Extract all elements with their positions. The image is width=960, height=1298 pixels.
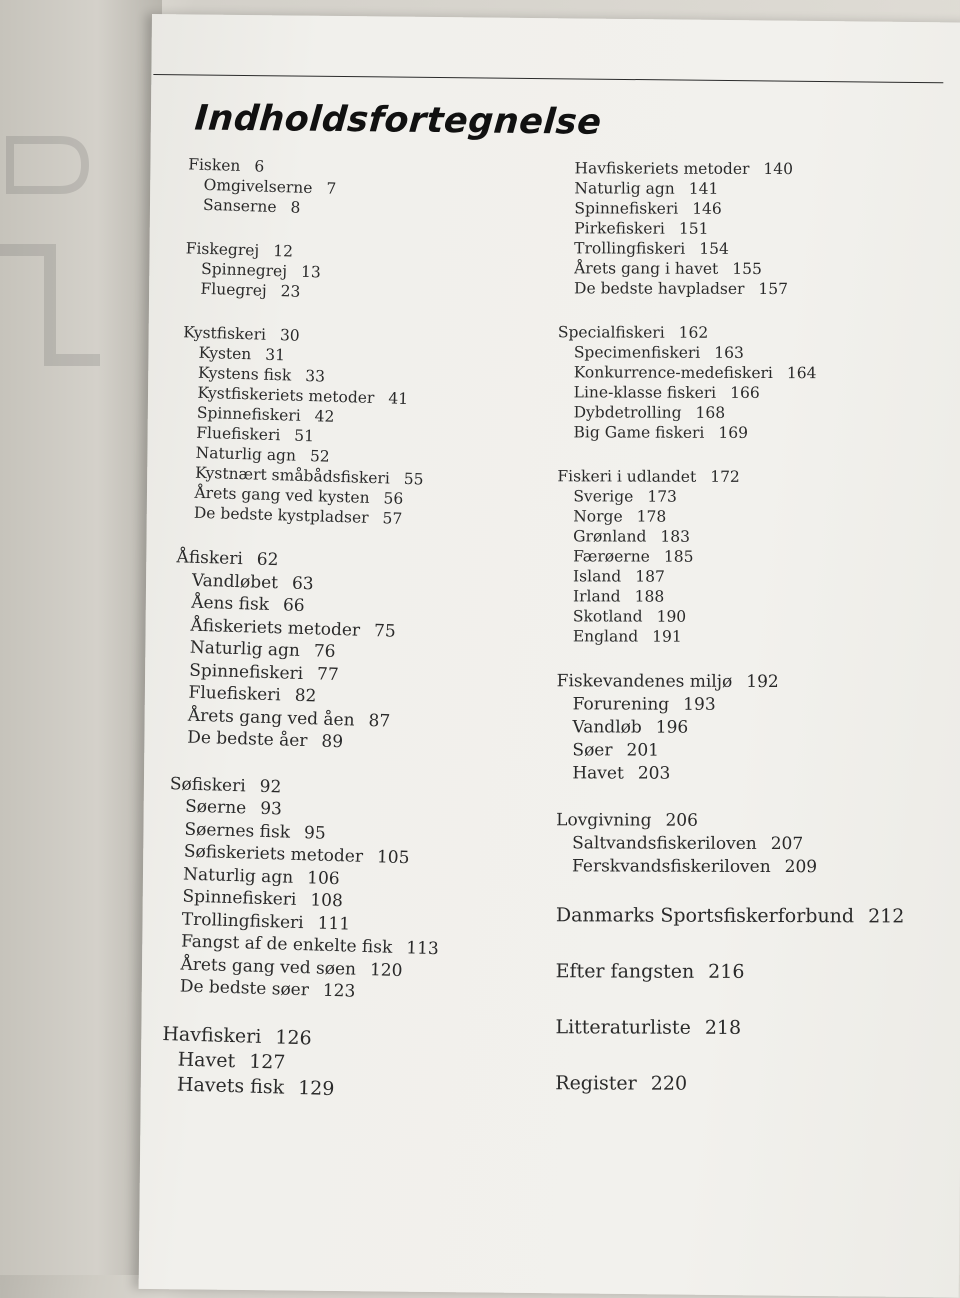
chapter-title: Åfiskeri: [176, 547, 244, 570]
page-number: 166: [730, 383, 760, 402]
entry-label: De bedste søer: [179, 976, 310, 1001]
toc-entry: [572, 762, 905, 786]
page-number: 76: [313, 641, 336, 662]
entry-label: Kysten: [198, 343, 252, 364]
entry-label: Norge: [573, 507, 623, 526]
chapter-title: Efter fangsten: [555, 960, 695, 983]
entry-label: Åfiskeriets metoder: [190, 615, 361, 641]
entry-label: Spinnegrej: [200, 259, 288, 281]
toc-section: [557, 466, 906, 647]
chapter-title: Danmarks Sportsfiskerforbund: [555, 904, 855, 928]
page-number: 209: [784, 857, 818, 878]
page-number: 187: [635, 567, 665, 586]
page-number: 172: [710, 467, 740, 486]
page-number: 120: [369, 959, 403, 981]
chapter-title: Havfiskeri: [162, 1022, 262, 1048]
toc-entry: [573, 486, 906, 507]
entry-label: Fangst af de enkelte fisk: [180, 931, 393, 958]
entry-label: Naturlig agn: [189, 637, 301, 661]
entry-label: Havfiskeriets metoder: [574, 159, 750, 178]
page-number: 190: [656, 607, 687, 626]
entry-label: Havet: [177, 1047, 236, 1072]
toc-chapter: [558, 322, 907, 343]
entry-label: Søer: [572, 740, 613, 761]
page-number: 95: [303, 822, 326, 844]
entry-label: Line-klasse fiskeri: [573, 383, 717, 402]
toc-section: [178, 322, 457, 530]
page-number: 220: [650, 1072, 688, 1095]
page-number: 12: [272, 241, 294, 261]
toc-chapter: [557, 670, 906, 694]
toc-chapter: [557, 466, 906, 487]
page-number: 56: [383, 489, 404, 508]
toc-entry: [574, 178, 907, 199]
chapter-title: Fiskegrej: [185, 239, 260, 260]
entry-label: Fluegrej: [200, 279, 267, 300]
toc-entry: [573, 586, 906, 607]
entry-label: Årets gang i havet: [574, 259, 719, 278]
entry-label: Havet: [572, 763, 624, 784]
page-number: 154: [699, 239, 729, 258]
page-number: 82: [294, 685, 317, 707]
toc-section: [555, 1070, 904, 1097]
page-number: 212: [868, 905, 905, 928]
page-number: 113: [406, 938, 440, 960]
toc-entry: [574, 382, 907, 403]
page-number: 23: [280, 282, 301, 301]
page-title: Indholdsfortegnelse: [193, 98, 604, 143]
facing-page: [0, 0, 162, 1275]
entry-label: Skotland: [572, 607, 643, 626]
chapter-title: Lovgivning: [556, 810, 652, 831]
page-number: 127: [248, 1050, 286, 1074]
page-number: 93: [259, 798, 283, 820]
toc-section: [558, 322, 907, 443]
toc-entry: [573, 606, 906, 627]
toc-entry: [573, 526, 906, 547]
entry-label: Kystnært småbådsfiskeri: [194, 463, 391, 488]
toc-entry: [574, 342, 907, 363]
page-number: 216: [708, 960, 745, 983]
page-number: 218: [704, 1016, 742, 1039]
page-number: 42: [314, 407, 335, 426]
toc-section: [558, 158, 907, 299]
chapter-title: Søfiskeri: [169, 773, 246, 796]
page-number: 41: [388, 389, 409, 409]
entry-label: Naturlig agn: [182, 864, 294, 888]
entry-label: De bedste åer: [186, 727, 308, 752]
toc-entry: [574, 278, 907, 299]
page-number: 126: [275, 1025, 312, 1049]
page-number: 151: [678, 219, 709, 238]
entry-label: Island: [573, 567, 622, 586]
toc-chapter: [556, 902, 905, 929]
entry-label: Trollingfiskeri: [574, 239, 686, 258]
toc-entry: [574, 198, 907, 219]
entry-label: Saltvandsfiskeriloven: [572, 833, 757, 854]
page-number: 55: [403, 469, 424, 489]
entry-label: Omgivelserne: [203, 175, 313, 198]
page-number: 92: [259, 776, 282, 797]
chapter-title: Fiskevandenes miljø: [556, 671, 733, 692]
entry-label: Konkurrence-medefiskeri: [573, 363, 773, 383]
page-number: 140: [763, 159, 794, 179]
header-rule: [153, 74, 943, 83]
entry-label: Færøerne: [573, 547, 650, 566]
entry-label: Åens fisk: [190, 592, 270, 615]
page-number: 129: [297, 1076, 335, 1100]
toc-section: [184, 238, 459, 306]
entry-label: Naturlig agn: [574, 179, 675, 198]
toc-section: [556, 670, 905, 786]
page-number: 157: [758, 279, 789, 299]
toc-section: [171, 546, 451, 757]
entry-label: Sverige: [573, 487, 634, 506]
page-number: 8: [290, 198, 301, 217]
page-number: 191: [652, 627, 682, 646]
entry-label: Vandløb: [572, 717, 642, 738]
toc-entry: [574, 238, 907, 259]
entry-label: Havets fisk: [176, 1072, 285, 1099]
entry-label: Irland: [572, 587, 621, 606]
entry-label: Pirkefiskeri: [574, 219, 665, 238]
entry-label: Big Game fiskeri: [573, 423, 705, 442]
page-number: 7: [326, 179, 337, 198]
page-number: 188: [634, 587, 665, 606]
page-number: 192: [746, 671, 779, 693]
entry-label: Spinnefiskeri: [574, 199, 679, 218]
toc-chapter: [556, 958, 905, 985]
page-number: 108: [310, 890, 344, 912]
page-number: 146: [692, 199, 722, 218]
toc-entry: [574, 362, 907, 383]
entry-label: Søerne: [184, 796, 247, 819]
entry-label: Dybdetrolling: [573, 403, 682, 422]
toc-section: [187, 154, 462, 222]
toc-entry: [573, 693, 906, 717]
entry-label: Søernes fisk: [184, 819, 291, 843]
page-number: 185: [663, 547, 694, 566]
page-number: 51: [294, 426, 315, 446]
page-number: 206: [665, 810, 698, 831]
toc-section: [164, 773, 444, 1006]
chapter-title: Fiskeri i udlandet: [557, 467, 697, 486]
page-number: 63: [291, 573, 314, 594]
toc-left-column: [160, 154, 462, 1128]
toc-entry: [573, 546, 906, 567]
page-number: 111: [317, 913, 351, 935]
entry-label: De bedste havpladser: [574, 279, 745, 298]
page-number: 87: [368, 710, 391, 732]
toc-section: [161, 1022, 437, 1105]
page-number: 89: [321, 731, 344, 753]
chapter-title: Litteraturliste: [555, 1016, 691, 1039]
toc-entry: [574, 218, 907, 239]
page-number: 183: [660, 527, 691, 546]
toc-entry: [572, 855, 905, 879]
toc-entry: [572, 716, 905, 740]
entry-label: Årets gang ved kysten: [194, 483, 370, 507]
toc-chapter: [555, 1070, 904, 1097]
entry-label: Trollingfiskeri: [181, 909, 304, 933]
chapter-title: Register: [555, 1072, 637, 1095]
page-number: 178: [636, 507, 667, 526]
entry-label: Kystfiskeriets metoder: [197, 383, 375, 408]
entry-label: Fluefiskeri: [188, 682, 282, 706]
entry-label: Forurening: [572, 694, 670, 715]
chapter-title: Kystfiskeri: [182, 323, 267, 344]
page-number: 57: [382, 509, 403, 528]
entry-label: De bedste kystpladser: [193, 503, 369, 527]
page-number: 163: [714, 343, 744, 362]
chapter-title: Specialfiskeri: [557, 323, 665, 342]
page-number: 168: [695, 403, 726, 422]
entry-label: Årets gang ved søen: [180, 954, 357, 980]
page-number: 75: [373, 620, 397, 642]
entry-label: England: [572, 627, 639, 646]
page-number: 66: [282, 595, 305, 617]
toc-chapter: [555, 1014, 904, 1041]
page-number: 62: [256, 549, 279, 571]
entry-label: Ferskvandsfiskeriloven: [572, 856, 771, 878]
toc-entry: [573, 566, 906, 587]
toc-entry: [573, 626, 906, 647]
page-number: 52: [309, 447, 330, 466]
page-number: 207: [770, 834, 804, 855]
page-number: 196: [655, 717, 689, 738]
entry-label: Kystens fisk: [197, 363, 292, 385]
toc-entry: [574, 402, 907, 423]
page-number: 106: [306, 867, 340, 889]
page-number: 193: [683, 694, 716, 715]
page-number: 33: [304, 366, 326, 386]
toc-entry: [574, 422, 907, 443]
page-number: 155: [732, 259, 762, 278]
toc-entry: [574, 158, 907, 179]
entry-label: Årets gang ved åen: [187, 705, 355, 731]
page-number: 203: [637, 763, 671, 784]
entry-label: Specimenfiskeri: [573, 343, 701, 362]
entry-label: Spinnefiskeri: [196, 403, 301, 425]
toc-right-column: [555, 158, 907, 1127]
entry-label: Grønland: [573, 527, 647, 546]
entry-label: Fluefiskeri: [196, 423, 281, 445]
toc-entry: [572, 739, 905, 763]
entry-label: Spinnefiskeri: [188, 660, 304, 684]
toc-section: [556, 809, 905, 879]
page-number: 31: [265, 345, 286, 365]
page-number: 201: [626, 740, 660, 761]
toc-section: [556, 902, 905, 929]
bleed-through-lettering: [0, 120, 110, 400]
page-number: 77: [316, 663, 340, 685]
entry-label: Søfiskeriets metoder: [183, 841, 364, 867]
entry-label: Spinnefiskeri: [182, 886, 297, 910]
page-number: 173: [647, 487, 677, 506]
book-page: [139, 14, 960, 1298]
page-number: 164: [786, 364, 817, 383]
page-number: 169: [718, 423, 749, 442]
chapter-title: Fisken: [187, 155, 241, 175]
toc-entry: [574, 258, 907, 279]
page-number: 123: [322, 980, 356, 1002]
page-number: 105: [376, 847, 410, 869]
entry-label: Vandløbet: [191, 570, 279, 593]
toc-entry: [572, 832, 905, 856]
entry-label: Sanserne: [202, 195, 277, 217]
page-number: 6: [254, 157, 265, 176]
page-number: 141: [688, 179, 719, 198]
toc-chapter: [556, 809, 905, 833]
toc-section: [556, 958, 905, 985]
page-number: 162: [678, 323, 709, 342]
toc-entry: [573, 506, 906, 527]
toc-section: [555, 1014, 904, 1041]
page-number: 13: [300, 262, 322, 282]
page-number: 30: [279, 326, 300, 345]
entry-label: Naturlig agn: [195, 443, 297, 465]
